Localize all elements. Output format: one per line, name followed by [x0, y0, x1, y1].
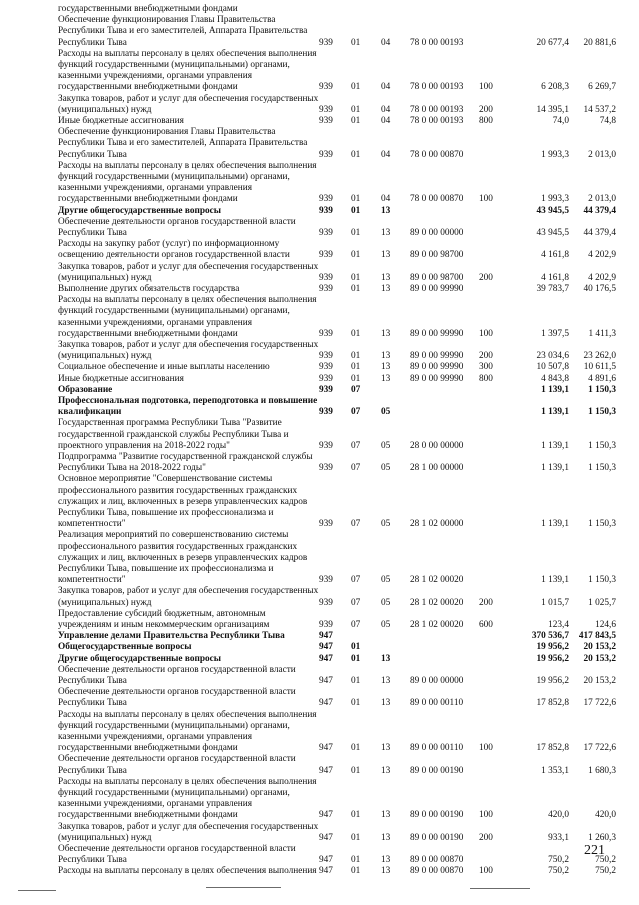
amount-year-1: 43 945,5: [536, 227, 569, 238]
amount-year-2: 124,6: [595, 619, 616, 630]
subsection-code: 04: [381, 37, 391, 48]
amount-year-2: 417 843,5: [578, 631, 616, 642]
target-item-code: 89 0 00 00190: [410, 832, 464, 843]
amount-year-1: 19 956,2: [536, 653, 569, 664]
ministry-code: 939: [319, 384, 333, 395]
expense-type-code: 100: [479, 82, 493, 93]
subsection-code: 04: [381, 194, 391, 205]
amount-year-1: 1 353,1: [541, 765, 569, 776]
target-item-code: 89 0 00 99990: [410, 284, 464, 294]
row-description: Расходы на выплаты персоналу в целях обеспечения выполнения функций государственными (муниципальными) органами, казенными учреждениями, органами управления государственными внебюджетными фондами: [58, 48, 317, 93]
section-code: 07: [351, 575, 361, 586]
subsection-code: 13: [381, 675, 391, 686]
amount-year-1: 4 843,8: [541, 373, 569, 384]
row-description: Расходы на выплаты персоналу в целях обеспечения выполнения: [58, 866, 317, 877]
amount-year-1: 17 852,8: [536, 698, 569, 709]
ministry-code: 939: [319, 194, 333, 205]
amount-year-1: 10 507,8: [536, 362, 569, 373]
section-code: 07: [351, 384, 361, 395]
target-item-code: 89 0 00 00110: [410, 743, 464, 754]
amount-year-2: 20 881,6: [583, 37, 616, 48]
target-item-code: 78 0 00 00193: [410, 104, 464, 115]
ministry-code: 939: [319, 575, 333, 586]
ministry-code: 947: [319, 631, 333, 642]
section-code: 01: [351, 855, 361, 866]
amount-year-2: 40 176,5: [583, 284, 616, 294]
amount-year-2: 1 260,3: [588, 832, 616, 843]
target-item-code: 89 0 00 00190: [410, 765, 464, 776]
subsection-code: 13: [381, 855, 391, 866]
row-description: Расходы на выплаты персоналу в целях обеспечения выполнения функций государственными (муниципальными) органами, казенными учреждениями, органами управления государственными внебюджетными фондами: [58, 709, 317, 754]
amount-year-1: 1 139,1: [541, 407, 569, 418]
ministry-code: 939: [319, 227, 333, 238]
section-code: 01: [351, 810, 361, 821]
amount-year-1: 43 945,5: [536, 205, 569, 216]
target-item-code: 78 0 00 00870: [410, 149, 464, 160]
subsection-code: 05: [381, 463, 391, 474]
target-item-code: 89 0 00 00870: [410, 855, 464, 866]
amount-year-1: 4 161,8: [541, 272, 569, 283]
expense-type-code: 100: [479, 194, 493, 205]
target-item-code: 78 0 00 00193: [410, 82, 464, 93]
ministry-code: 939: [319, 104, 333, 115]
amount-year-2: 1 150,3: [588, 407, 616, 418]
row-description: Обеспечение деятельности органов государственной власти Республики Тыва: [58, 754, 296, 776]
expense-type-code: 200: [479, 272, 493, 283]
amount-year-2: 14 537,2: [583, 104, 616, 115]
row-description: Образование: [58, 384, 113, 395]
ministry-code: 947: [319, 765, 333, 776]
row-description: Социальное обеспечение и иные выплаты населению: [58, 362, 270, 373]
amount-year-2: 6 269,7: [588, 82, 616, 93]
section-code: 07: [351, 440, 361, 451]
row-description: Обеспечение функционирования Главы Правительства Республики Тыва и его заместителей, Аппарата Правительства Республики Тыва: [58, 15, 308, 48]
amount-year-1: 6 208,3: [541, 82, 569, 93]
section-code: 01: [351, 653, 361, 664]
subsection-code: 05: [381, 575, 391, 586]
amount-year-1: 370 536,7: [531, 631, 569, 642]
amount-year-1: 4 161,8: [541, 250, 569, 261]
row-description: Расходы на закупку работ (услуг) по информационному освещению деятельности органов государственной власти: [58, 239, 290, 261]
amount-year-1: 750,2: [548, 855, 569, 866]
section-code: 07: [351, 463, 361, 474]
amount-year-2: 10 611,5: [583, 362, 616, 373]
ministry-code: 939: [319, 205, 333, 216]
amount-year-2: 1 411,3: [588, 328, 616, 339]
amount-year-2: 20 153,2: [583, 675, 616, 686]
amount-year-1: 1 139,1: [541, 519, 569, 530]
amount-year-1: 1 139,1: [541, 463, 569, 474]
amount-year-2: 750,2: [595, 855, 616, 866]
section-code: 07: [351, 619, 361, 630]
section-code: 01: [351, 82, 361, 93]
subsection-code: 13: [381, 810, 391, 821]
subsection-code: 05: [381, 619, 391, 630]
amount-year-1: 750,2: [548, 866, 569, 877]
row-description: Другие общегосударственные вопросы: [58, 653, 222, 664]
amount-year-2: 1 025,7: [588, 597, 616, 608]
row-description: Обеспечение деятельности органов государственной власти Республики Тыва: [58, 844, 296, 866]
subsection-code: 05: [381, 440, 391, 451]
amount-year-1: 933,1: [548, 832, 569, 843]
section-code: 01: [351, 205, 361, 216]
ministry-code: 947: [319, 832, 333, 843]
amount-year-2: 750,2: [595, 866, 616, 877]
section-code: 01: [351, 642, 361, 653]
target-item-code: 89 0 00 99990: [410, 328, 464, 339]
ministry-code: 939: [319, 619, 333, 630]
target-item-code: 89 0 00 00110: [410, 698, 464, 709]
target-item-code: 28 1 02 00020: [410, 619, 464, 630]
ministry-code: 939: [319, 82, 333, 93]
expense-type-code: 200: [479, 597, 493, 608]
section-code: 07: [351, 407, 361, 418]
section-code: 01: [351, 37, 361, 48]
ministry-code: 947: [319, 698, 333, 709]
section-code: 01: [351, 351, 361, 362]
ministry-code: 939: [319, 272, 333, 283]
subsection-code: 13: [381, 698, 391, 709]
target-item-code: 89 0 00 98700: [410, 250, 464, 261]
target-item-code: 28 0 00 00000: [410, 440, 464, 451]
subsection-code: 13: [381, 765, 391, 776]
amount-year-1: 1 993,3: [541, 149, 569, 160]
section-code: 01: [351, 743, 361, 754]
row-description: Обеспечение функционирования Главы Правительства Республики Тыва и его заместителей, Аппарата Правительства Республики Тыва: [58, 127, 308, 160]
amount-year-2: 74,8: [599, 116, 616, 126]
subsection-code: 05: [381, 597, 391, 608]
subsection-code: 05: [381, 407, 391, 418]
amount-year-1: 1 015,7: [541, 597, 569, 608]
target-item-code: 89 0 00 00190: [410, 810, 464, 821]
subsection-code: 04: [381, 82, 391, 93]
target-item-code: 28 1 00 00000: [410, 463, 464, 474]
ministry-code: 947: [319, 810, 333, 821]
subsection-code: 13: [381, 362, 391, 373]
amount-year-1: 1 139,1: [541, 384, 569, 395]
ministry-code: 939: [319, 37, 333, 48]
target-item-code: 89 0 00 98700: [410, 272, 464, 283]
subsection-code: 04: [381, 149, 391, 160]
expense-type-code: 300: [479, 362, 493, 373]
subsection-code: 13: [381, 373, 391, 384]
row-description: Расходы на выплаты персоналу в целях обеспечения выполнения функций государственными (муниципальными) органами, казенными учреждениями, органами управления государственными внебюджетными фондами: [58, 295, 317, 339]
section-code: 01: [351, 272, 361, 283]
amount-year-1: 1 139,1: [541, 575, 569, 586]
subsection-code: 13: [381, 250, 391, 261]
section-code: 01: [351, 116, 361, 126]
bottom-rule-right: [470, 888, 530, 889]
subsection-code: 13: [381, 866, 391, 877]
page-number: 221: [584, 843, 605, 858]
ministry-code: 947: [319, 675, 333, 686]
section-code: 01: [351, 328, 361, 339]
amount-year-2: 4 202,9: [588, 250, 616, 261]
section-code: 01: [351, 362, 361, 373]
row-description: Управление делами Правительства Республики Тыва: [58, 631, 285, 642]
expense-type-code: 100: [479, 866, 493, 877]
amount-year-2: 2 013,0: [588, 194, 616, 205]
amount-year-2: 1 680,3: [588, 765, 616, 776]
amount-year-2: 1 150,3: [588, 384, 616, 395]
target-item-code: 89 0 00 00000: [410, 227, 464, 238]
ministry-code: 939: [319, 362, 333, 373]
amount-year-1: 1 397,5: [541, 328, 569, 339]
row-description: Закупка товаров, работ и услуг для обеспечения государственных (муниципальных) нужд: [58, 821, 319, 843]
subsection-code: 13: [381, 653, 391, 664]
subsection-code: 13: [381, 832, 391, 843]
amount-year-2: 4 891,6: [588, 373, 616, 384]
row-description: Обеспечение деятельности органов государственной власти Республики Тыва: [58, 664, 296, 686]
section-code: 01: [351, 832, 361, 843]
row-description: Расходы на выплаты персоналу в целях обеспечения выполнения функций государственными (муниципальными) органами, казенными учреждениями, органами управления государственными внебюджетными фондами: [58, 776, 317, 821]
section-code: 01: [351, 698, 361, 709]
amount-year-2: 1 150,3: [588, 575, 616, 586]
amount-year-1: 1 139,1: [541, 440, 569, 451]
section-code: 01: [351, 104, 361, 115]
subsection-code: 13: [381, 743, 391, 754]
amount-year-1: 74,0: [552, 116, 569, 126]
amount-year-1: 20 677,4: [536, 37, 569, 48]
ministry-code: 947: [319, 866, 333, 877]
row-description: государственными внебюджетными фондами: [58, 4, 238, 14]
row-description: Основное мероприятие "Совершенствование системы профессионального развития государственных гражданских служащих и лиц, включенных в резерв управленческих кадров Республики Тыва, повышение их профессионализма и компетентности": [58, 474, 308, 530]
row-description: Другие общегосударственные вопросы: [58, 205, 222, 216]
row-description: Закупка товаров, работ и услуг для обеспечения государственных (муниципальных) нужд: [58, 93, 319, 115]
amount-year-1: 420,0: [548, 810, 569, 821]
subsection-code: 13: [381, 205, 391, 216]
row-description: Обеспечение деятельности органов государственной власти Республики Тыва: [58, 687, 296, 709]
expense-type-code: 200: [479, 104, 493, 115]
target-item-code: 78 0 00 00193: [410, 37, 464, 48]
row-description: Выполнение других обязательств государства: [58, 284, 240, 294]
bottom-rule-left: [18, 890, 56, 891]
ministry-code: 939: [319, 284, 333, 294]
ministry-code: 947: [319, 743, 333, 754]
section-code: 01: [351, 284, 361, 294]
subsection-code: 04: [381, 104, 391, 115]
section-code: 07: [351, 519, 361, 530]
bottom-rule-middle: [206, 887, 281, 888]
subsection-code: 13: [381, 284, 391, 294]
target-item-code: 28 1 02 00020: [410, 597, 464, 608]
row-description: Иные бюджетные ассигнования: [58, 116, 184, 126]
amount-year-2: 1 150,3: [588, 519, 616, 530]
section-code: 07: [351, 597, 361, 608]
ministry-code: 939: [319, 463, 333, 474]
ministry-code: 939: [319, 440, 333, 451]
expense-type-code: 800: [479, 373, 493, 384]
section-code: 01: [351, 765, 361, 776]
row-description: Подпрограмма "Развитие государственной гражданской службы Республики Тыва на 2018-2022 годы": [58, 452, 313, 474]
amount-year-2: 2 013,0: [588, 149, 616, 160]
amount-year-2: 44 379,4: [583, 205, 616, 216]
section-code: 01: [351, 250, 361, 261]
amount-year-2: 1 150,3: [588, 440, 616, 451]
subsection-code: 13: [381, 227, 391, 238]
ministry-code: 947: [319, 642, 333, 653]
ministry-code: 939: [319, 597, 333, 608]
amount-year-1: 39 783,7: [536, 284, 569, 294]
subsection-code: 13: [381, 272, 391, 283]
amount-year-2: 420,0: [595, 810, 616, 821]
section-code: 01: [351, 866, 361, 877]
row-description: Общегосударственные вопросы: [58, 642, 192, 653]
row-description: Закупка товаров, работ и услуг для обеспечения государственных (муниципальных) нужд: [58, 261, 319, 283]
expense-type-code: 600: [479, 619, 493, 630]
ministry-code: 939: [319, 250, 333, 261]
ministry-code: 939: [319, 407, 333, 418]
target-item-code: 28 1 02 00000: [410, 519, 464, 530]
amount-year-2: 23 262,0: [583, 351, 616, 362]
row-description: Предоставление субсидий бюджетным, автономным учреждениям и иным некоммерческим организациям: [58, 608, 270, 630]
subsection-code: 05: [381, 519, 391, 530]
subsection-code: 13: [381, 351, 391, 362]
amount-year-2: 17 722,6: [583, 698, 616, 709]
expense-type-code: 100: [479, 743, 493, 754]
target-item-code: 89 0 00 99990: [410, 373, 464, 384]
ministry-code: 939: [319, 116, 333, 126]
ministry-code: 939: [319, 519, 333, 530]
row-description: Закупка товаров, работ и услуг для обеспечения государственных (муниципальных) нужд: [58, 586, 319, 608]
row-description: Профессиональная подготовка, переподготовка и повышение квалификации: [58, 396, 318, 418]
row-description: Расходы на выплаты персоналу в целях обеспечения выполнения функций государственными (муниципальными) органами, казенными учреждениями, органами управления государственными внебюджетными фондами: [58, 160, 317, 205]
section-code: 01: [351, 149, 361, 160]
amount-year-1: 19 956,2: [536, 642, 569, 653]
amount-year-2: 20 153,2: [583, 642, 616, 653]
target-item-code: 89 0 00 00000: [410, 675, 464, 686]
ministry-code: 939: [319, 149, 333, 160]
ministry-code: 939: [319, 351, 333, 362]
amount-year-2: 17 722,6: [583, 743, 616, 754]
ministry-code: 947: [319, 653, 333, 664]
row-description: Иные бюджетные ассигнования: [58, 373, 184, 384]
target-item-code: 89 0 00 99990: [410, 362, 464, 373]
target-item-code: 78 0 00 00870: [410, 194, 464, 205]
target-item-code: 28 1 02 00020: [410, 575, 464, 586]
row-description: Закупка товаров, работ и услуг для обеспечения государственных (муниципальных) нужд: [58, 340, 319, 362]
subsection-code: 04: [381, 116, 391, 126]
amount-year-1: 19 956,2: [536, 675, 569, 686]
section-code: 01: [351, 373, 361, 384]
expense-type-code: 800: [479, 116, 493, 126]
amount-year-1: 17 852,8: [536, 743, 569, 754]
expense-type-code: 100: [479, 328, 493, 339]
row-description: Государственная программа Республики Тыва "Развитие государственной гражданской службы Республики Тыва и проектного управления на 2018-2022 годы": [58, 418, 289, 451]
ministry-code: 947: [319, 855, 333, 866]
expense-type-code: 100: [479, 810, 493, 821]
amount-year-1: 23 034,6: [536, 351, 569, 362]
amount-year-1: 123,4: [548, 619, 569, 630]
amount-year-2: 1 150,3: [588, 463, 616, 474]
row-description: Обеспечение деятельности органов государственной власти Республики Тыва: [58, 216, 296, 238]
target-item-code: 89 0 00 99990: [410, 351, 464, 362]
amount-year-2: 4 202,9: [588, 272, 616, 283]
section-code: 01: [351, 194, 361, 205]
target-item-code: 78 0 00 00193: [410, 116, 464, 126]
amount-year-2: 44 379,4: [583, 227, 616, 238]
section-code: 01: [351, 227, 361, 238]
target-item-code: 89 0 00 00870: [410, 866, 464, 877]
ministry-code: 939: [319, 328, 333, 339]
amount-year-1: 1 993,3: [541, 194, 569, 205]
expense-type-code: 200: [479, 351, 493, 362]
expense-type-code: 200: [479, 832, 493, 843]
subsection-code: 13: [381, 328, 391, 339]
amount-year-1: 14 395,1: [536, 104, 569, 115]
ministry-code: 939: [319, 373, 333, 384]
row-description: Реализация мероприятий по совершенствованию системы профессионального развития государственных гражданских служащих и лиц, включенных в резерв управленческих кадров Республики Тыва, повышение их профессионализма и компетентности": [58, 530, 308, 586]
section-code: 01: [351, 675, 361, 686]
amount-year-2: 20 153,2: [583, 653, 616, 664]
